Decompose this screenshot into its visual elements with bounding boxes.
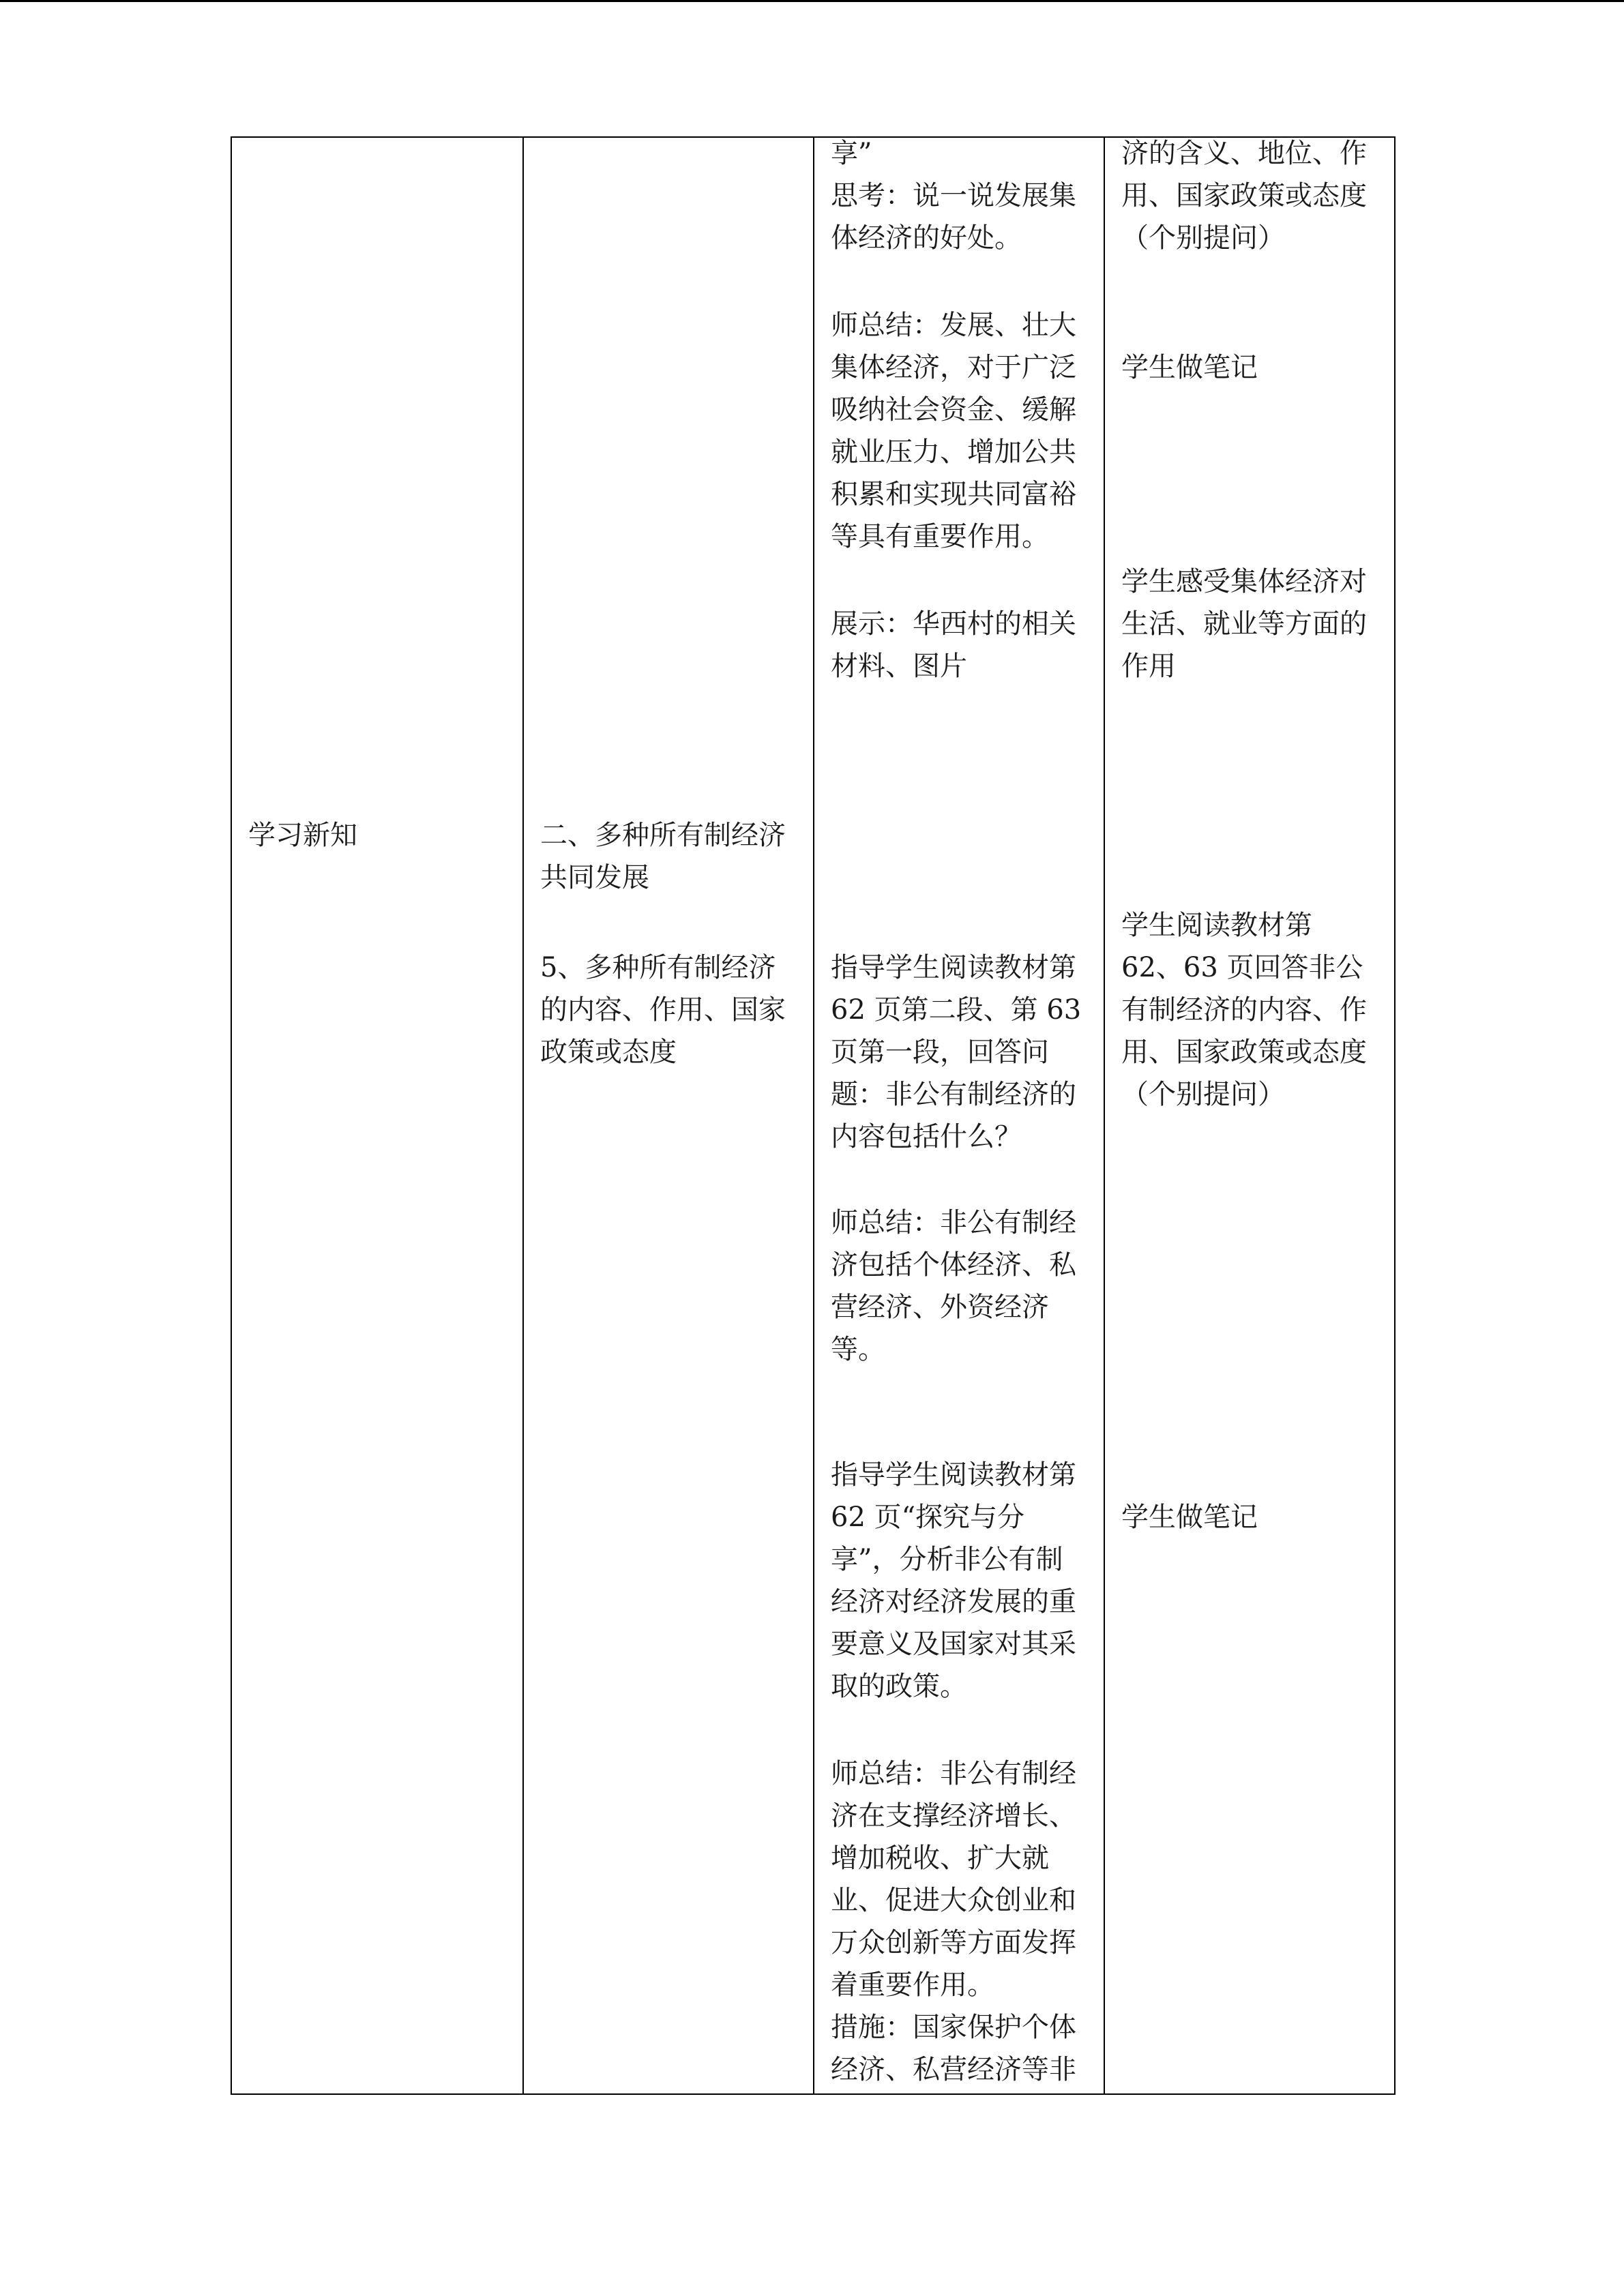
text-line: 用、国家政策或态度	[1121, 1037, 1367, 1068]
text-line: 62 页“探究与分	[831, 1502, 1025, 1533]
text-line: 二、多种所有制经济	[540, 820, 786, 851]
teacher-think-text	[831, 132, 1091, 259]
text-line: 62 页第二段、第 63	[831, 994, 1082, 1026]
text-line: 万众创新等方面发挥	[831, 1927, 1076, 1958]
text-line: 生活、就业等方面的	[1121, 608, 1367, 640]
teacher-guide-reading-1	[831, 946, 1091, 1158]
text-line: 业、促进大众创业和	[831, 1885, 1076, 1916]
text-line: 要意义及国家对其采	[831, 1628, 1076, 1660]
teacher-show-huaxi	[831, 603, 1091, 687]
text-line: 享”，分析非公有制	[831, 1544, 1063, 1575]
text-line: 材料、图片	[831, 651, 967, 682]
teacher-guide-reading-2	[831, 1454, 1091, 1708]
content-heading	[540, 814, 801, 899]
student-activity-cell	[1104, 137, 1395, 2094]
teacher-summary-role	[831, 1753, 1091, 2091]
text-line: 用、国家政策或态度	[1121, 180, 1367, 211]
text-line: 取的政策。	[831, 1671, 967, 1702]
text-line: 师总结：非公有制经	[831, 1758, 1076, 1789]
text-line: （个别提问）	[1121, 222, 1285, 254]
text-line: 学生做笔记	[1121, 352, 1258, 383]
text-line: 经济、私营经济等非	[831, 2054, 1076, 2085]
text-line: 就业压力、增加公共	[831, 436, 1076, 468]
text-line: 体经济的好处。	[831, 222, 1022, 254]
text-line: 吸纳社会资金、缓解	[831, 394, 1076, 426]
stage-label	[248, 814, 510, 856]
text-line: 内容包括什么？	[831, 1121, 1022, 1152]
teacher-summary-nonpublic	[831, 1202, 1091, 1371]
text-line: 积累和实现共同富裕	[831, 479, 1076, 510]
stage-cell	[231, 137, 523, 2094]
page-top-border	[0, 0, 1624, 2]
text-line: 指导学生阅读教材第	[831, 1459, 1076, 1491]
text-line: 等。	[831, 1334, 885, 1365]
lesson-plan-table	[231, 136, 1396, 2095]
student-feel-collective	[1121, 561, 1382, 687]
text-line: 62、63 页回答非公	[1121, 952, 1363, 983]
text-line: 济在支撑经济增长、	[831, 1800, 1076, 1832]
text-line: 增加税收、扩大就	[831, 1843, 1049, 1874]
student-notes-1	[1121, 346, 1382, 389]
text-line: 师总结：非公有制经	[831, 1207, 1076, 1238]
text-line: 5、多种所有制经济	[540, 952, 776, 983]
content-item-5	[540, 946, 801, 1073]
student-notes-2	[1121, 1496, 1382, 1538]
text-line: 页第一段，回答问	[831, 1037, 1049, 1068]
text-line: 的内容、作用、国家	[540, 994, 786, 1026]
text-line: 措施：国家保护个体	[831, 2012, 1076, 2043]
text-line: 思考：说一说发展集	[831, 180, 1076, 211]
teacher-summary-collective	[831, 304, 1091, 558]
text-line: 等具有重要作用。	[831, 521, 1049, 552]
text-line: 师总结：发展、壮大	[831, 310, 1076, 341]
text-line: 学生做笔记	[1121, 1502, 1258, 1533]
text-line: 展示：华西村的相关	[831, 608, 1076, 640]
text-line: 学生感受集体经济对	[1121, 566, 1367, 597]
text-line: 着重要作用。	[831, 1969, 994, 2001]
text-line: 学习新知	[248, 820, 357, 851]
text-line: 政策或态度	[540, 1037, 677, 1068]
content-cell	[523, 137, 814, 2094]
text-line: 经济对经济发展的重	[831, 1586, 1076, 1617]
text-line: 指导学生阅读教材第	[831, 952, 1076, 983]
student-answer-collective	[1121, 132, 1382, 259]
text-line: 济的含义、地位、作	[1121, 138, 1367, 169]
table-row	[231, 137, 1395, 2094]
text-line: 济包括个体经济、私	[831, 1249, 1076, 1281]
text-line: 享”	[831, 138, 872, 169]
text-line: 共同发展	[540, 862, 649, 893]
text-line: 集体经济，对于广泛	[831, 352, 1076, 383]
text-line: 学生阅读教材第	[1121, 910, 1312, 941]
text-line: 题：非公有制经济的	[831, 1079, 1076, 1110]
student-read-answer	[1121, 904, 1382, 1116]
text-line: 作用	[1121, 651, 1176, 682]
teacher-activity-cell	[814, 137, 1104, 2094]
text-line: （个别提问）	[1121, 1079, 1285, 1110]
text-line: 有制经济的内容、作	[1121, 994, 1367, 1026]
text-line: 营经济、外资经济	[831, 1292, 1049, 1323]
